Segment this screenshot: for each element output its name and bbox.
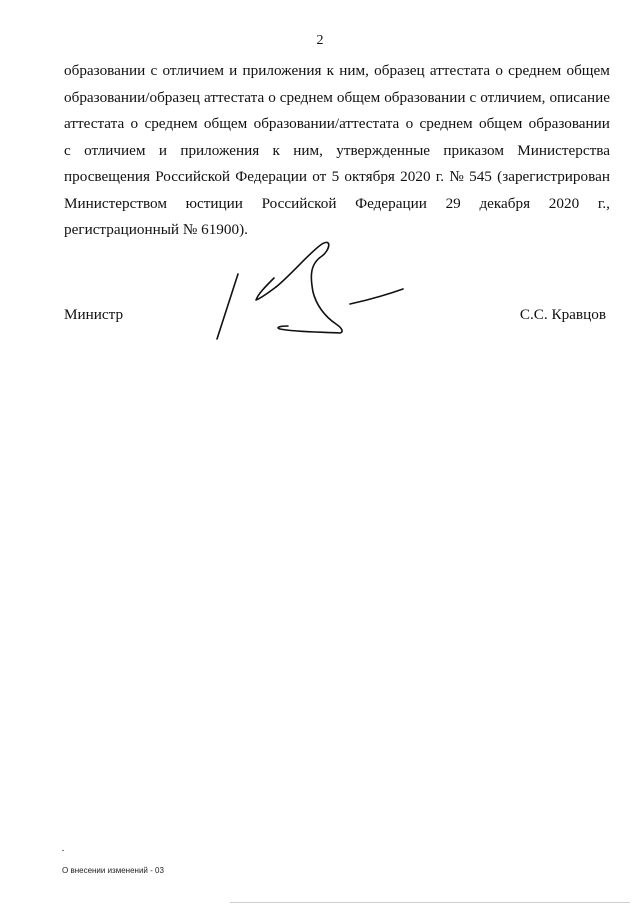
body-word: (зарегистрирован bbox=[497, 168, 610, 185]
body-word: 5 bbox=[331, 168, 340, 185]
signature-stroke bbox=[217, 274, 238, 339]
body-word: № bbox=[449, 168, 464, 185]
body-word: отличием bbox=[84, 141, 146, 159]
body-word: г. bbox=[435, 168, 445, 185]
body-word: просвещения bbox=[64, 168, 150, 185]
signature-stroke bbox=[350, 289, 403, 304]
body-word: общем bbox=[566, 62, 610, 79]
signer-name: С.С. Кравцов bbox=[519, 306, 606, 323]
signer-position: Министр bbox=[64, 306, 124, 323]
body-word: Федерации bbox=[355, 194, 427, 212]
signature-stroke bbox=[276, 242, 342, 333]
body-word: с bbox=[64, 141, 71, 159]
body-word: аттестата bbox=[429, 62, 491, 79]
body-line bbox=[64, 164, 610, 191]
page-number: 2 bbox=[316, 33, 324, 48]
body-word: Российской bbox=[155, 168, 231, 185]
body-line bbox=[64, 138, 610, 165]
signature-stroke bbox=[256, 278, 276, 300]
body-word: 29 bbox=[445, 194, 461, 212]
body-word: среднем bbox=[144, 115, 198, 132]
handwritten-signature bbox=[210, 232, 410, 344]
body-word: о bbox=[130, 115, 139, 132]
body-word: к bbox=[272, 141, 280, 159]
body-word: приложения bbox=[242, 62, 322, 79]
body-word: Российской bbox=[261, 194, 337, 212]
body-word: 2020 bbox=[400, 168, 431, 185]
body-line bbox=[64, 58, 610, 85]
page-bottom-edge bbox=[230, 902, 630, 903]
body-word: о bbox=[268, 88, 276, 106]
body-word: ним, bbox=[339, 62, 369, 79]
body-word: отличием bbox=[162, 62, 224, 79]
body-word: о bbox=[495, 62, 503, 79]
body-word: 545 bbox=[469, 168, 492, 185]
body-word: и bbox=[229, 62, 238, 79]
body-word: октября bbox=[344, 168, 395, 185]
body-word: среднем bbox=[419, 115, 473, 132]
body-word: аттестата bbox=[64, 115, 125, 132]
body-word: к bbox=[326, 62, 335, 79]
body-word: Министерством bbox=[64, 194, 167, 212]
body-word: образовании bbox=[64, 62, 146, 79]
body-word: о bbox=[405, 115, 414, 132]
body-word: приказом bbox=[443, 141, 504, 159]
body-word: декабря bbox=[479, 194, 531, 212]
body-word: с bbox=[150, 62, 158, 79]
body-word: юстиции bbox=[185, 194, 243, 212]
body-word: приложения bbox=[180, 141, 260, 159]
body-word: и bbox=[158, 141, 167, 159]
body-word: образовании bbox=[528, 115, 610, 132]
body-word: Министерства bbox=[517, 141, 610, 159]
body-word: описание bbox=[549, 88, 610, 106]
body-word: образовании/образец bbox=[64, 88, 200, 106]
body-word: образовании bbox=[384, 88, 466, 106]
body-line bbox=[64, 85, 610, 112]
body-word: г., bbox=[597, 194, 610, 212]
body-word: ним, bbox=[293, 141, 323, 159]
body-word: общем bbox=[478, 115, 523, 132]
body-word: от bbox=[312, 168, 327, 185]
body-word: образец bbox=[374, 62, 425, 79]
body-word: аттестата bbox=[203, 88, 265, 106]
body-word: образовании/аттестата bbox=[253, 115, 400, 132]
body-word: среднем bbox=[279, 88, 333, 106]
footer-file-note: О внесении изменений - 03 bbox=[62, 866, 164, 875]
body-word: общем bbox=[203, 115, 248, 132]
body-word: с bbox=[469, 88, 477, 106]
body-line bbox=[64, 111, 610, 138]
body-line bbox=[64, 191, 610, 218]
body-line-last: регистрационный № 61900). bbox=[64, 221, 248, 238]
body-word: Федерации bbox=[235, 168, 308, 185]
scan-mark bbox=[62, 850, 64, 851]
body-word: общем bbox=[336, 88, 381, 106]
body-word: отличием, bbox=[480, 88, 546, 106]
body-word: 2020 bbox=[548, 194, 580, 212]
body-word: утвержденные bbox=[336, 141, 431, 159]
body-word: среднем bbox=[508, 62, 562, 79]
document-body-text bbox=[64, 58, 610, 244]
